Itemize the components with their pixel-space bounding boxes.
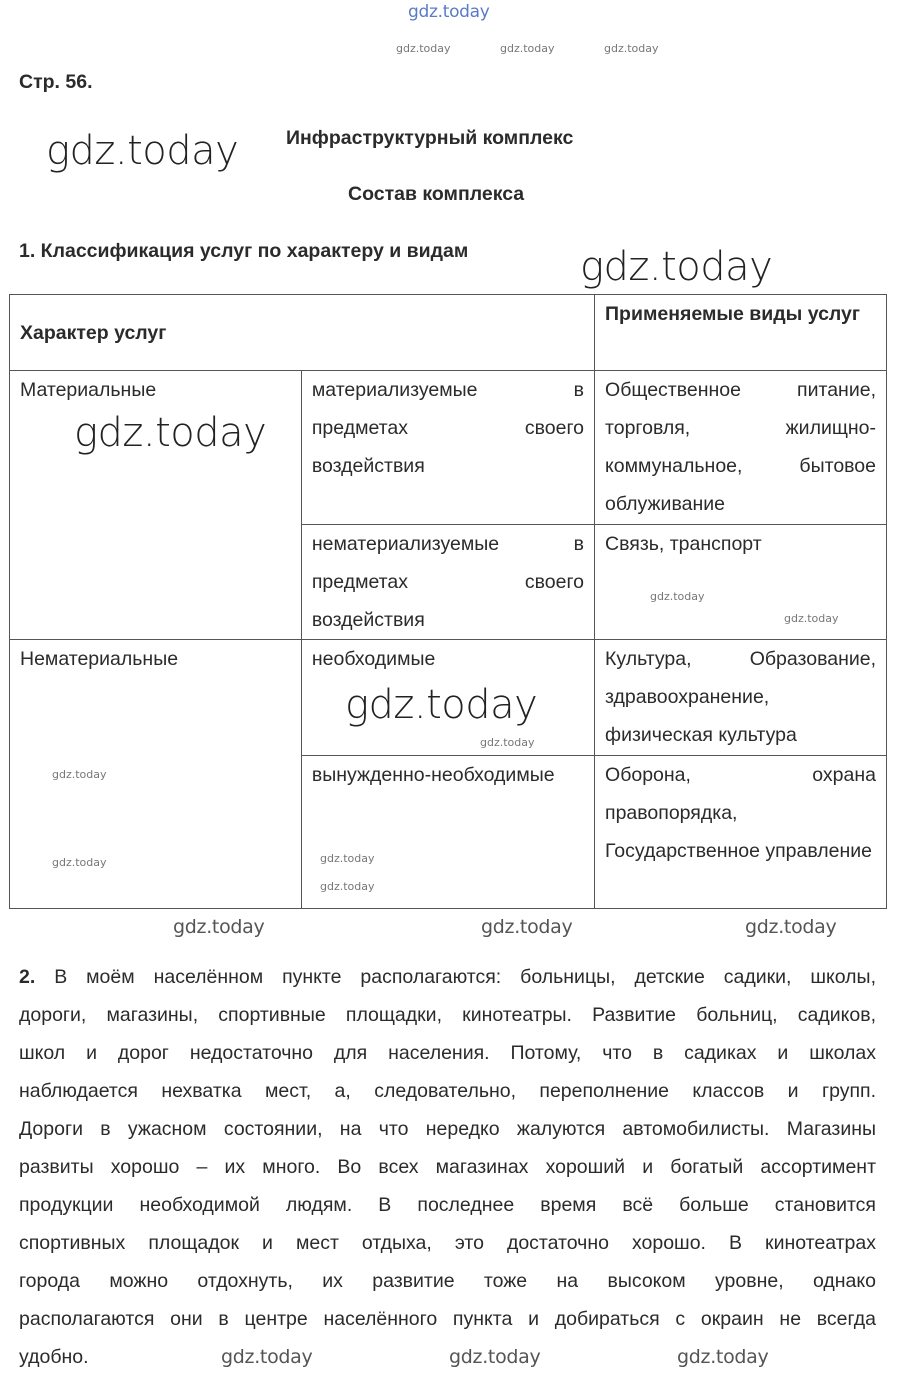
paragraph-line: продукции необходимой людям. В последнее время всё больше становится [19,1194,876,1216]
table-header-row [10,295,887,371]
paragraph-line: Дороги в ужасном состоянии, на что нередко жалуются автомобилисты. Магазины [19,1118,876,1140]
page-title: Инфраструктурный комплекс [286,127,574,149]
watermark: gdz.today [580,244,773,290]
paragraph-line: развиты хорошо – их много. Во всех магазинах хороший и богатый ассортимент [19,1156,876,1178]
types-cell: Общественное питание, торговля, жилищно-коммунальное, бытовое облуживание [595,371,887,525]
section-2-number: 2. [19,966,36,988]
watermark: gdz.today [396,42,451,55]
group-cell: Нематериальные [10,640,302,909]
page-subtitle: Состав комплекса [348,183,525,205]
watermark: gdz.today [320,880,375,893]
watermark: gdz.today [480,736,535,749]
group-cell: Материальные [10,371,302,640]
paragraph-line: города можно отдохнуть, их развитие тоже на высоком уровне, однако [19,1270,876,1292]
watermark: gdz.today [74,410,267,456]
subtype-cell: материализуемые в предметах своего воздействия [301,371,594,525]
watermark: gdz.today [745,916,837,938]
subtype-cell: нематериализуемые в предметах своего воздействия [301,525,594,640]
watermark: gdz.today [173,916,265,938]
paragraph-line: школ и дорог недостаточно для населения. Потому, что в садиках и школах [19,1042,876,1064]
subtype-cell: вынужденно-необходимые [301,756,594,909]
paragraph-line: наблюдается нехватка мест, а, следовательно, переполнение классов и групп. [19,1080,876,1102]
watermark: gdz.today [408,2,490,22]
types-cell: Культура, Образование, здравоохранение, физическая культура [595,640,887,756]
header-service-types: Применяемые виды услуг [595,295,887,371]
watermark: gdz.today [52,856,107,869]
subtype-cell: необходимые [301,640,594,756]
watermark: gdz.today [784,612,839,625]
line-text: В моём населённом пункте располагаются: больницы, детские садики, школы, [54,966,876,988]
watermark: gdz.today [677,1346,769,1368]
watermark: gdz.today [500,42,555,55]
watermark: gdz.today [650,590,705,603]
paragraph-line [19,958,876,996]
services-classification-table [9,294,887,909]
paragraph-line: спортивных площадок и мест отдыха, это достаточно хорошо. В кинотеатрах [19,1232,876,1254]
page-reference: Стр. 56. [19,71,93,93]
paragraph-line: удобно. [19,1346,89,1368]
types-cell: Оборона, охрана правопорядка, Государственное управление [595,756,887,909]
header-service-character: Характер услуг [10,295,595,371]
watermark: gdz.today [320,852,375,865]
paragraph-line: дороги, магазины, спортивные площадки, кинотеатры. Развитие больниц, садиков, [19,1004,876,1026]
watermark: gdz.today [345,682,538,728]
watermark: gdz.today [449,1346,541,1368]
watermark: gdz.today [604,42,659,55]
watermark: gdz.today [481,916,573,938]
watermark: gdz.today [221,1346,313,1368]
paragraph-line: располагаются они в центре населённого пункта и добираться с окраин не всегда [19,1308,876,1330]
watermark: gdz.today [46,128,239,174]
section-1-heading: 1. Классификация услуг по характеру и видам [19,240,469,262]
watermark: gdz.today [52,768,107,781]
types-cell: Связь, транспорт [595,525,887,640]
